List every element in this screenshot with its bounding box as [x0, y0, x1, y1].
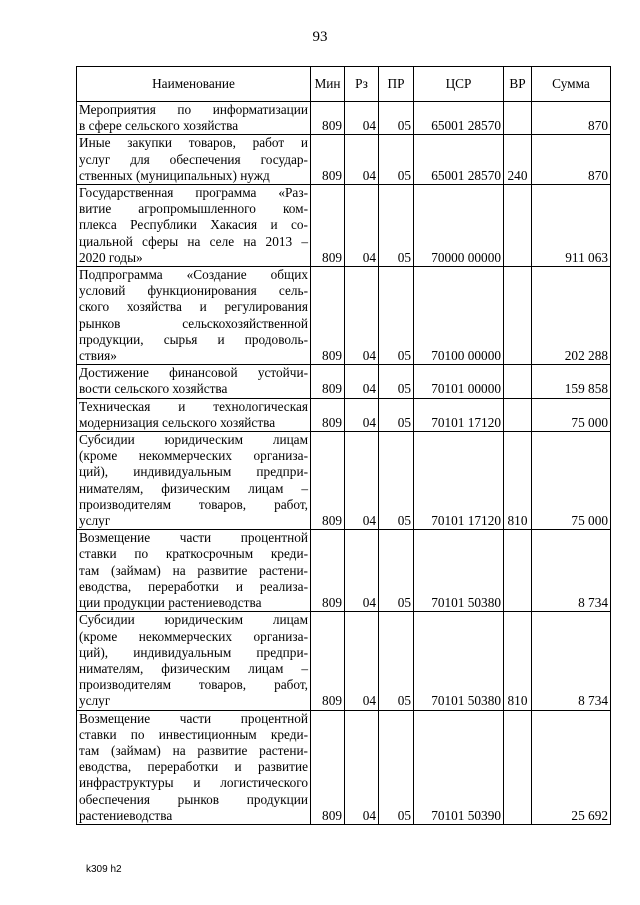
- name-line: там (займам) на развитие растени-: [79, 742, 308, 758]
- page-number: 93: [312, 29, 328, 45]
- name-line: ции продукции растениеводства: [79, 595, 262, 611]
- cell-pr: 05: [379, 530, 414, 612]
- cell-pr: 05: [379, 398, 414, 431]
- cell-csr: 70101 50390: [414, 710, 504, 824]
- name-line: еводства, переработки и реализа-: [79, 578, 308, 594]
- cell-csr: 70101 17120: [414, 398, 504, 431]
- table-body: [77, 102, 611, 825]
- table-row: [77, 612, 611, 710]
- name-line: Возмещение части процентной: [79, 530, 308, 546]
- name-line: еводства, переработки и развитие: [79, 759, 308, 775]
- cell-vr: 810: [504, 612, 532, 710]
- cell-min: 809: [311, 102, 345, 135]
- cell-pr: 05: [379, 135, 414, 185]
- table-row: [77, 365, 611, 398]
- cell-min: 809: [311, 365, 345, 398]
- cell-min: 809: [311, 612, 345, 710]
- cell-vr: [504, 185, 532, 267]
- name-line: ций), индивидуальным предпри-: [79, 644, 308, 660]
- name-line: ций), индивидуальным предпри-: [79, 464, 308, 480]
- cell-name: [77, 432, 311, 530]
- name-line: обеспечения рынков продукции: [79, 791, 308, 807]
- cell-csr: 70101 50380: [414, 612, 504, 710]
- cell-min: 809: [311, 530, 345, 612]
- cell-pr: 05: [379, 185, 414, 267]
- cell-sum: 75 000: [532, 432, 611, 530]
- cell-sum: 25 692: [532, 710, 611, 824]
- cell-min: 809: [311, 398, 345, 431]
- name-line: (кроме некоммерческих организа-: [79, 448, 308, 464]
- name-line: Техническая и технологическая: [79, 398, 308, 414]
- table-row: [77, 398, 611, 431]
- cell-sum: 8 734: [532, 612, 611, 710]
- cell-sum: 870: [532, 135, 611, 185]
- cell-rz: 04: [345, 365, 379, 398]
- name-line: нимателям, физическим лицам –: [79, 480, 308, 496]
- table-row: [77, 267, 611, 365]
- budget-table: [76, 66, 611, 825]
- cell-pr: 05: [379, 432, 414, 530]
- name-line: производителям товаров, работ,: [79, 677, 308, 693]
- table-row: [77, 185, 611, 267]
- cell-rz: 04: [345, 530, 379, 612]
- cell-rz: 04: [345, 185, 379, 267]
- cell-min: 809: [311, 185, 345, 267]
- cell-name: [77, 530, 311, 612]
- cell-vr: [504, 102, 532, 135]
- cell-vr: [504, 365, 532, 398]
- name-line: там (займам) на развитие растени-: [79, 562, 308, 578]
- name-line: циальной сферы на селе на 2013 –: [79, 233, 308, 249]
- name-line: витие агропромышленного ком-: [79, 201, 308, 217]
- header-name: Наименование: [77, 67, 311, 102]
- name-line: 2020 годы»: [79, 249, 143, 265]
- cell-vr: 240: [504, 135, 532, 185]
- name-line: модернизация сельского хозяйства: [79, 414, 276, 430]
- cell-csr: 65001 28570: [414, 135, 504, 185]
- cell-rz: 04: [345, 432, 379, 530]
- cell-name: [77, 185, 311, 267]
- name-line: услуг: [79, 693, 111, 709]
- name-line: продукции, сырья и продоволь-: [79, 331, 308, 347]
- cell-rz: 04: [345, 398, 379, 431]
- header-sum: Сумма: [532, 67, 611, 102]
- cell-csr: 70101 17120: [414, 432, 504, 530]
- cell-min: 809: [311, 432, 345, 530]
- cell-sum: 870: [532, 102, 611, 135]
- cell-min: 809: [311, 267, 345, 365]
- name-line: в сфере сельского хозяйства: [79, 118, 239, 134]
- cell-rz: 04: [345, 710, 379, 824]
- table-row: [77, 135, 611, 185]
- header-vr: ВР: [504, 67, 532, 102]
- cell-csr: 70101 00000: [414, 365, 504, 398]
- table-row: [77, 710, 611, 824]
- name-line: Достижение финансовой устойчи-: [79, 365, 308, 381]
- cell-min: 809: [311, 135, 345, 185]
- cell-sum: 8 734: [532, 530, 611, 612]
- name-line: Мероприятия по информатизации: [79, 102, 308, 117]
- name-line: Иные закупки товаров, работ и: [79, 135, 308, 151]
- name-line: ставки по краткосрочным креди-: [79, 546, 308, 562]
- name-line: Субсидии юридическим лицам: [79, 432, 308, 448]
- name-line: ственных (муниципальных) нужд: [79, 167, 270, 183]
- cell-name: [77, 135, 311, 185]
- footer-code: k309 h2: [86, 864, 122, 875]
- table-row: [77, 102, 611, 135]
- cell-vr: [504, 398, 532, 431]
- cell-sum: 202 288: [532, 267, 611, 365]
- name-line: вости сельского хозяйства: [79, 381, 228, 397]
- name-line: Подпрограмма «Создание общих: [79, 267, 308, 283]
- cell-csr: 70100 00000: [414, 267, 504, 365]
- name-line: нимателям, физическим лицам –: [79, 660, 308, 676]
- cell-name: [77, 710, 311, 824]
- name-line: производителям товаров, работ,: [79, 496, 308, 512]
- cell-vr: [504, 267, 532, 365]
- name-line: ствия»: [79, 348, 117, 364]
- cell-pr: 05: [379, 267, 414, 365]
- header-pr: ПР: [379, 67, 414, 102]
- cell-name: [77, 267, 311, 365]
- cell-name: [77, 365, 311, 398]
- name-line: услуг: [79, 513, 111, 529]
- name-line: растениеводства: [79, 807, 173, 823]
- cell-pr: 05: [379, 612, 414, 710]
- cell-name: [77, 102, 311, 135]
- name-line: Субсидии юридическим лицам: [79, 612, 308, 628]
- cell-vr: [504, 710, 532, 824]
- name-line: условий функционирования сель-: [79, 283, 308, 299]
- cell-name: [77, 612, 311, 710]
- name-line: услуг для обеспечения государ-: [79, 151, 308, 167]
- cell-name: [77, 398, 311, 431]
- name-line: рынков сельскохозяйственной: [79, 315, 308, 331]
- name-line: Возмещение части процентной: [79, 710, 308, 726]
- name-line: ского хозяйства и регулирования: [79, 299, 308, 315]
- cell-vr: 810: [504, 432, 532, 530]
- cell-rz: 04: [345, 612, 379, 710]
- name-line: (кроме некоммерческих организа-: [79, 628, 308, 644]
- table-row: [77, 530, 611, 612]
- cell-sum: 911 063: [532, 185, 611, 267]
- cell-sum: 75 000: [532, 398, 611, 431]
- cell-vr: [504, 530, 532, 612]
- name-line: ставки по инвестиционным креди-: [79, 726, 308, 742]
- name-line: Государственная программа «Раз-: [79, 185, 308, 201]
- header-csr: ЦСР: [414, 67, 504, 102]
- cell-rz: 04: [345, 135, 379, 185]
- cell-pr: 05: [379, 365, 414, 398]
- cell-rz: 04: [345, 102, 379, 135]
- cell-csr: 70101 50380: [414, 530, 504, 612]
- cell-rz: 04: [345, 267, 379, 365]
- cell-csr: 70000 00000: [414, 185, 504, 267]
- name-line: плекса Республики Хакасия и со-: [79, 217, 308, 233]
- cell-sum: 159 858: [532, 365, 611, 398]
- name-line: инфраструктуры и логистического: [79, 775, 308, 791]
- cell-pr: 05: [379, 710, 414, 824]
- cell-pr: 05: [379, 102, 414, 135]
- table-row: [77, 432, 611, 530]
- header-min: Мин: [311, 67, 345, 102]
- header-row: [77, 67, 611, 102]
- cell-min: 809: [311, 710, 345, 824]
- cell-csr: 65001 28570: [414, 102, 504, 135]
- header-rz: Рз: [345, 67, 379, 102]
